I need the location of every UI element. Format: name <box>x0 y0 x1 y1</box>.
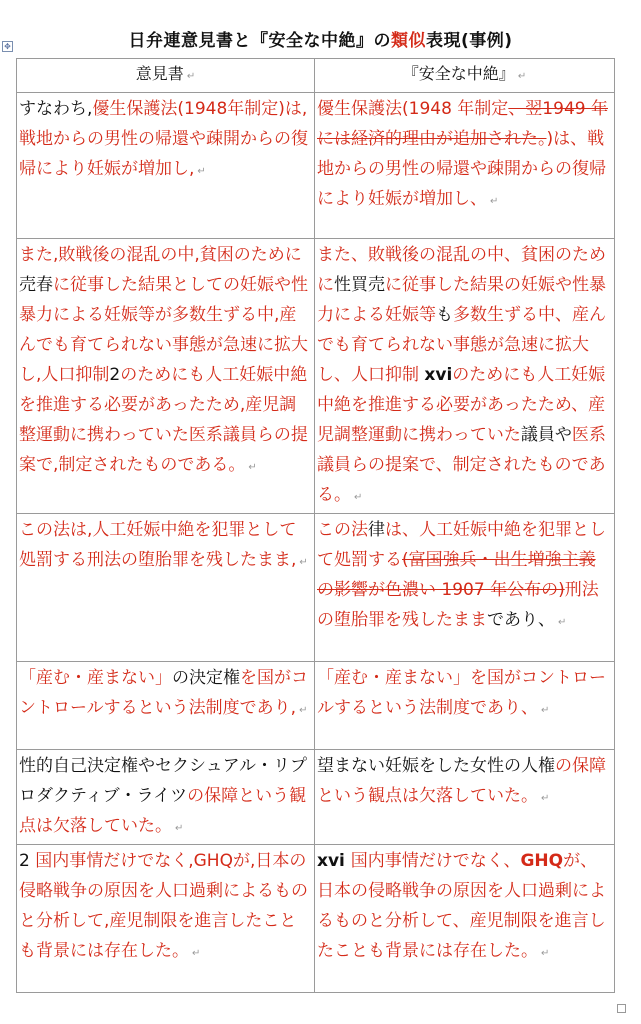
paragraph-mark-icon: ↵ <box>299 705 308 716</box>
table-row <box>17 750 615 845</box>
text-segment: (富国強兵・出生増強主義の影響が色濃い 1907 年公布の) <box>317 550 596 600</box>
text-segment: は、人工妊娠中絶を犯罪として処罰する <box>317 520 606 570</box>
text-segment: 多数生ずる中、産んでも育てられない事態が急速に拡大し、人口抑制 <box>317 305 606 385</box>
text-segment: の決定権 <box>172 668 240 688</box>
text-segment: 望まない妊娠をした女性の人権 <box>317 756 555 776</box>
text-segment: であり、 <box>487 610 555 630</box>
paragraph-mark-icon: ↵ <box>175 823 184 834</box>
text-segment: の保障という観点は欠落していた。 <box>19 786 307 836</box>
text-segment: また,敗戦後の混乱の中,貧困のために <box>19 245 302 265</box>
paragraph-mark-icon: ↵ <box>299 557 308 568</box>
text-segment: のためにも人工妊娠中絶を推進する必要があったため、産児調整運動に携わっていた <box>317 365 606 445</box>
text-segment: この法 <box>317 520 368 540</box>
cell-right <box>315 93 615 239</box>
text-segment: も <box>436 305 453 325</box>
cell-right <box>315 662 615 750</box>
text-segment: すなわち, <box>19 99 93 119</box>
paragraph-mark-icon: ↵ <box>248 462 257 473</box>
text-segment: が、日本の侵略戦争の原因を人口過剰によるものと分析して、産児制限を進言したことも背景には存在した。 <box>317 851 606 961</box>
cell-left <box>17 514 315 662</box>
cell-left <box>17 750 315 845</box>
text-segment: 2 <box>19 851 36 871</box>
paragraph-mark-icon: ↵ <box>541 705 550 716</box>
header-row <box>17 59 615 93</box>
cell-right <box>315 845 615 993</box>
text-segment: 優生保護法(1948 年制定 <box>317 99 509 119</box>
text-segment: に従事した結果としての妊娠や性暴力による妊娠等が多数生ずる中,産んでも育てられない事態が急速に拡大し,人口抑制 <box>19 275 308 385</box>
text-segment: 刑法の堕胎罪を残したまま <box>317 580 599 630</box>
text-segment: 国内事情だけでなく,GHQが,日本の侵略戦争の原因を人口過剰によるものと分析して,産児制限を進言したことも背景には存在した。 <box>19 851 308 961</box>
text-segment: 2 <box>109 365 121 385</box>
text-segment: )は、戦地からの男性の帰還や疎開からの復帰により妊娠が増加し、 <box>317 129 606 209</box>
cell-right <box>315 514 615 662</box>
text-segment: 優生保護法(1948年制定)は,戦地からの男性の帰還や疎開からの復帰により妊娠が増加し, <box>19 99 308 179</box>
table-row <box>17 93 615 239</box>
text-segment: xvi <box>424 365 453 385</box>
table-move-handle-icon[interactable]: ✥ <box>2 41 13 52</box>
paragraph-mark-icon: ↵ <box>197 166 206 177</box>
text-segment: GHQ <box>520 851 564 871</box>
text-segment: 律 <box>368 520 385 540</box>
paragraph-mark-icon: ↵ <box>354 492 363 503</box>
paragraph-mark-icon: ↵ <box>541 793 550 804</box>
cell-left <box>17 93 315 239</box>
paragraph-mark-icon: ↵ <box>490 196 499 207</box>
table-row <box>17 845 615 993</box>
text-segment: 「産む・産まない」 <box>19 668 172 688</box>
page-title <box>0 26 641 51</box>
text-segment: 性買売 <box>334 275 385 295</box>
header-left: 意見書 ↵ <box>17 59 315 93</box>
text-segment: 「産む・産まない」を国がコントロールするという法制度であり、 <box>317 668 606 718</box>
text-segment: 、翌1949 年には経済的理由が追加された。 <box>317 99 608 149</box>
title-pre: 日弁連意見書と『安全な中絶』の <box>128 31 391 51</box>
text-segment: また、敗戦後の混乱の中、貧困のために <box>317 245 606 295</box>
table-resize-handle[interactable] <box>617 1004 626 1013</box>
table-row <box>17 514 615 662</box>
text-segment: に従事した結果の妊娠や性暴力による妊娠等 <box>317 275 606 325</box>
text-segment: を国がコントロールするという法制度であり, <box>19 668 308 718</box>
text-segment: xvi <box>317 851 351 871</box>
cell-left <box>17 239 315 514</box>
text-segment: 性的自己決定権やセクシュアル・リプロダクティブ・ライツ <box>19 756 307 806</box>
cell-left <box>17 845 315 993</box>
text-segment: のためにも人工妊娠中絶を推進する必要があったため,産児調整運動に携わっていた医系議員らの提案で,制定されたものである。 <box>19 365 308 475</box>
cell-left <box>17 662 315 750</box>
table-row <box>17 662 615 750</box>
paragraph-mark-icon: ↵ <box>541 948 550 959</box>
text-segment: の保障という観点は欠落していた。 <box>317 756 606 806</box>
header-right: 『安全な中絶』 ↵ <box>315 59 615 93</box>
cell-right <box>315 750 615 845</box>
text-segment: 国内事情だけでなく、 <box>350 851 521 871</box>
paragraph-mark-icon: ↵ <box>192 948 201 959</box>
table-row <box>17 239 615 514</box>
paragraph-mark-icon: ↵ <box>558 617 567 628</box>
text-segment: 売春 <box>19 275 53 295</box>
comparison-table <box>16 58 615 993</box>
title-emphasis: 類似 <box>390 31 426 51</box>
title-post: 表現(事例) <box>425 31 513 51</box>
text-segment: この法は,人工妊娠中絶を犯罪として処罰する刑法の堕胎罪を残したまま, <box>19 520 297 570</box>
text-segment: 議員や <box>520 425 572 445</box>
text-segment: 医系議員らの提案で、制定されたものである。 <box>317 425 606 505</box>
cell-right <box>315 239 615 514</box>
